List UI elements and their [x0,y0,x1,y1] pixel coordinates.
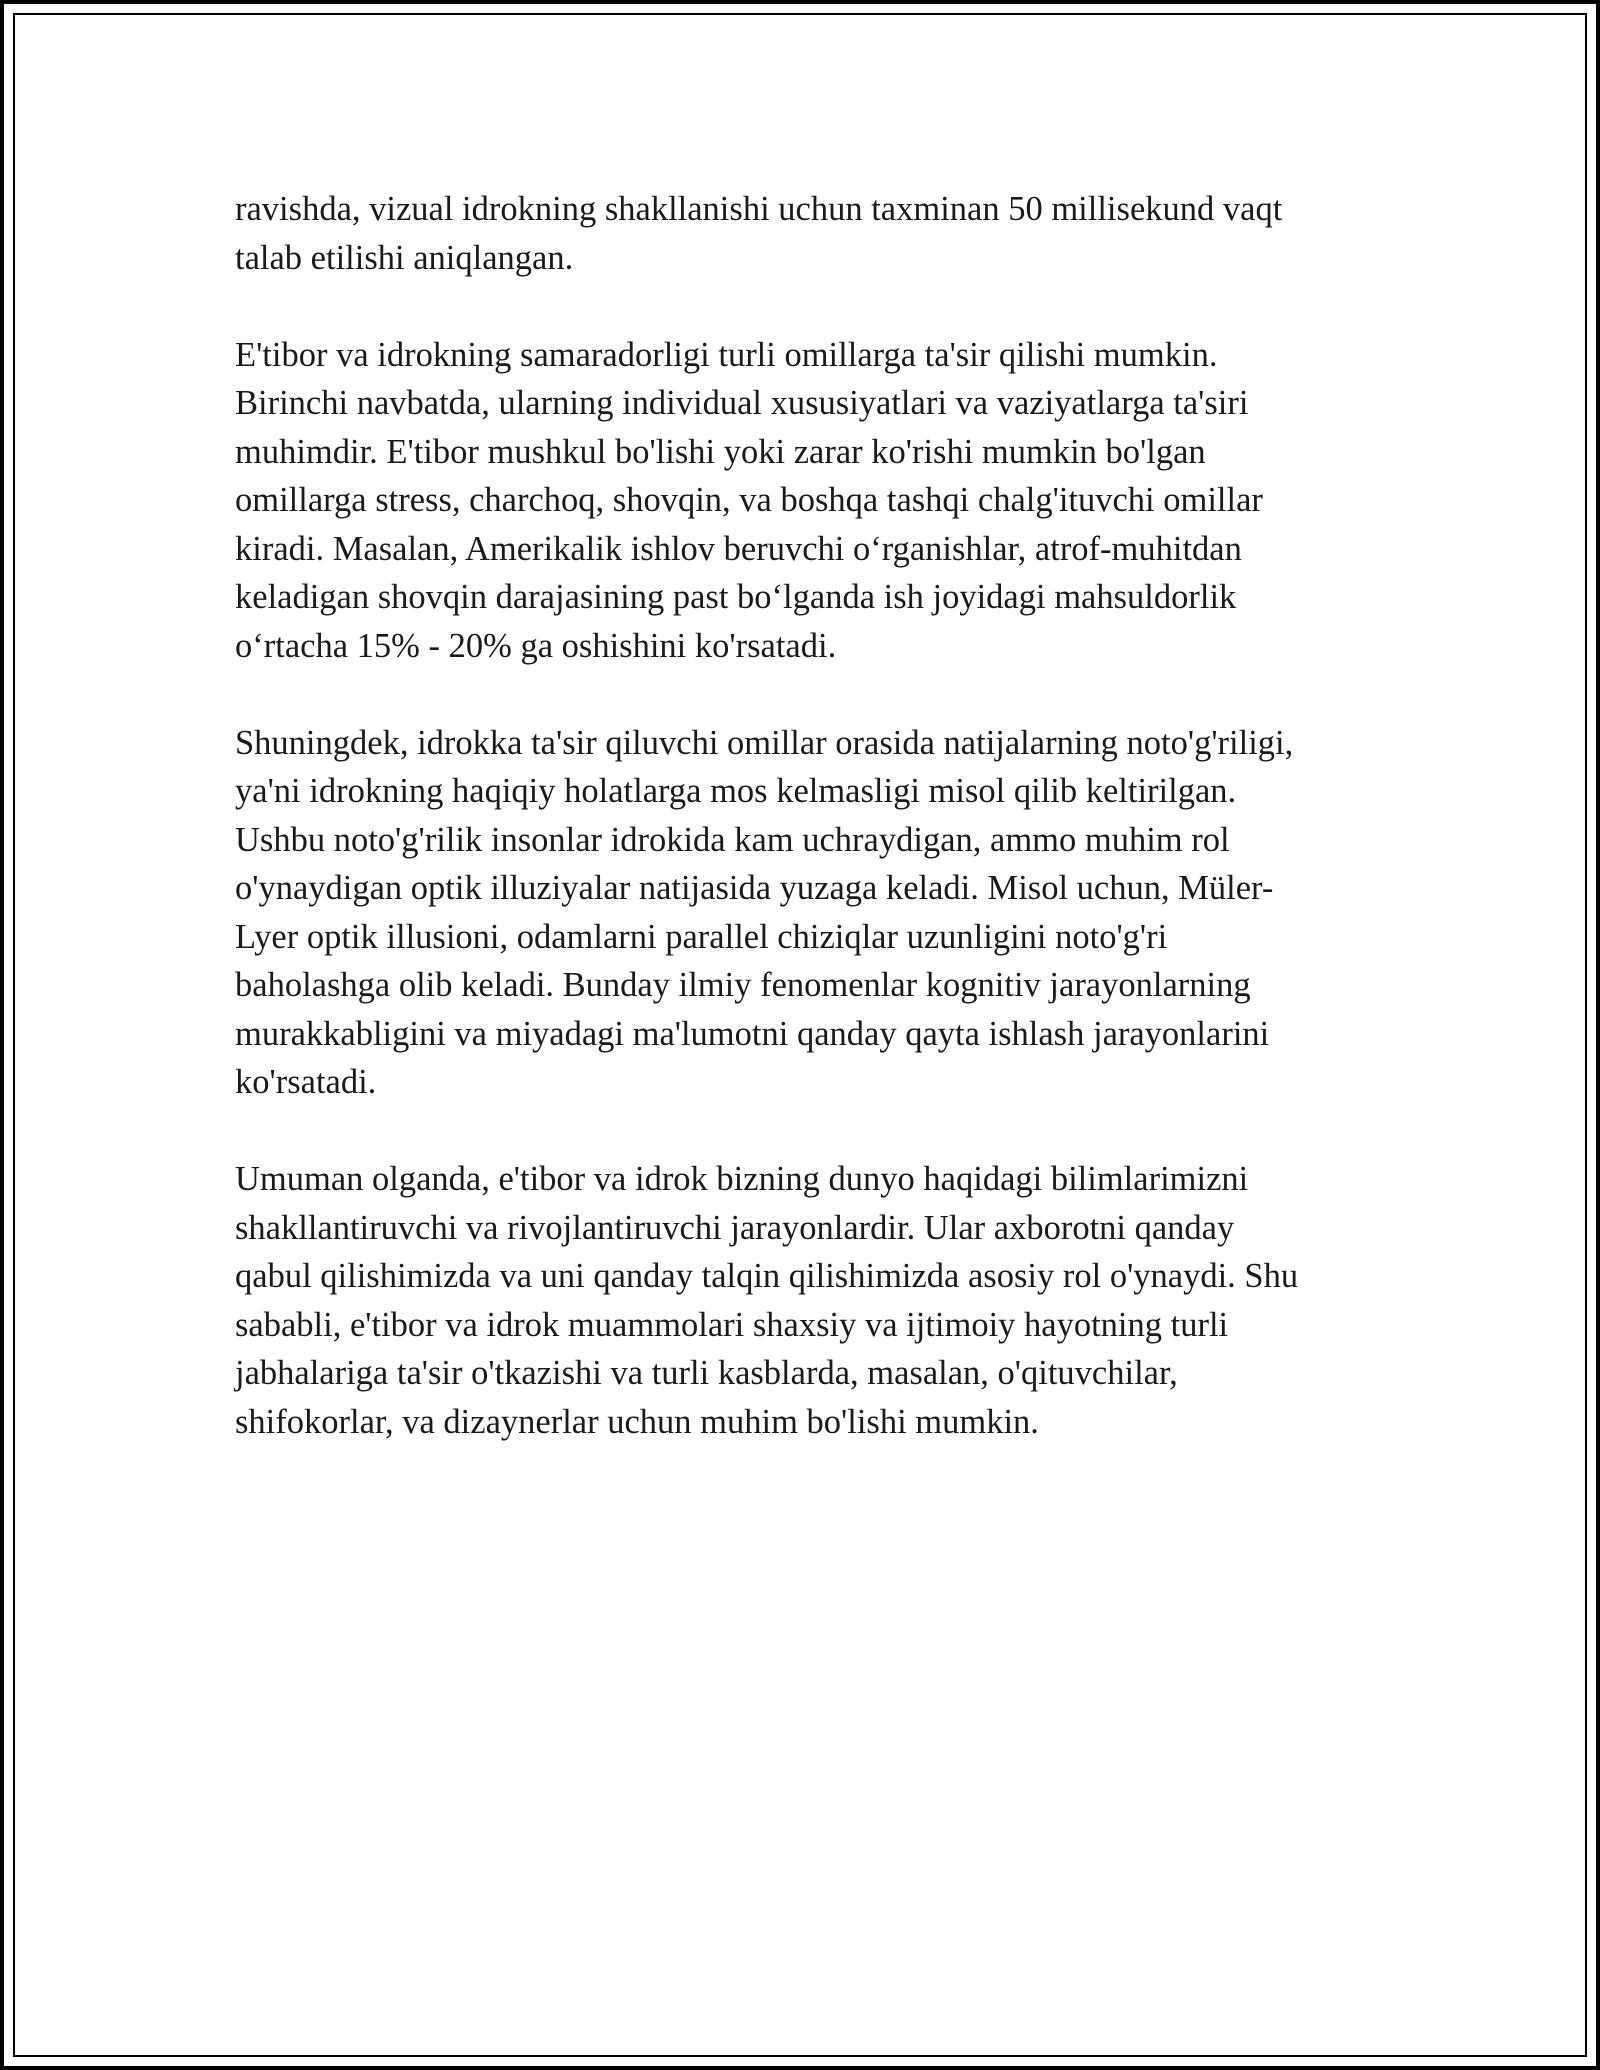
paragraph-1: ravishda, vizual idrokning shakllanishi uchun taxminan 50 millisekund vaqt talab etilishi aniqlangan. [235,190,1283,277]
paragraph-2: E'tibor va idrokning samaradorligi turli omillarga ta'sir qilishi mumkin. Birinchi navbatda, ularning individual xususiyatlari va vaziyatlarga ta'siri muhimdir. E'tibor mushkul bo'lishi yoki zarar ko'rishi mumkin bo'lgan omillarga stress, charchoq, shovqin, va boshqa tashqi chalg'ituvchi omillar kiradi. Masalan, Amerikalik ishlov beruvchi o‘rganishlar, atrof-muhitdan keladigan shovqin darajasining past bo‘lganda ish joyidagi mahsuldorlik o‘rtacha 15% - 20% ga oshishini ko'rsatadi. [235,335,1263,665]
document-body [235,185,1375,1495]
paragraph-3: Shuningdek, idrokka ta'sir qiluvchi omillar orasida natijalarning noto'g'riligi, ya'ni idrokning haqiqiy holatlarga mos kelmasligi misol qilib keltirilgan. Ushbu noto'g'rilik insonlar idrokida kam uchraydigan, ammo muhim rol o'ynaydigan optik illuziyalar natijasida yuzaga keladi. Misol uchun, Müler- Lyer optik illusioni, odamlarni parallel chiziqlar uzunligini noto'g'ri baholashga olib keladi. Bunday ilmiy fenomenlar kognitiv jarayonlarning murakkabligini va miyadagi ma'lumotni qanday qayta ishlash jarayonlarini ko'rsatadi. [235,723,1294,1101]
paragraph-4: Umuman olganda, e'tibor va idrok bizning dunyo haqidagi bilimlarimizni shakllantiruvchi va rivojlantiruvchi jarayonlardir. Ular axborotni qanday qabul qilishimizda va uni qanday talqin qilishimizda asosiy rol o'ynaydi. Shu sababli, e'tibor va idrok muammolari shaxsiy va ijtimoiy hayotning turli jabhalariga ta'sir o'tkazishi va turli kasblarda, masalan, o'qituvchilar, shifokorlar, va dizaynerlar uchun muhim bo'lishi mumkin. [235,1160,1299,1441]
